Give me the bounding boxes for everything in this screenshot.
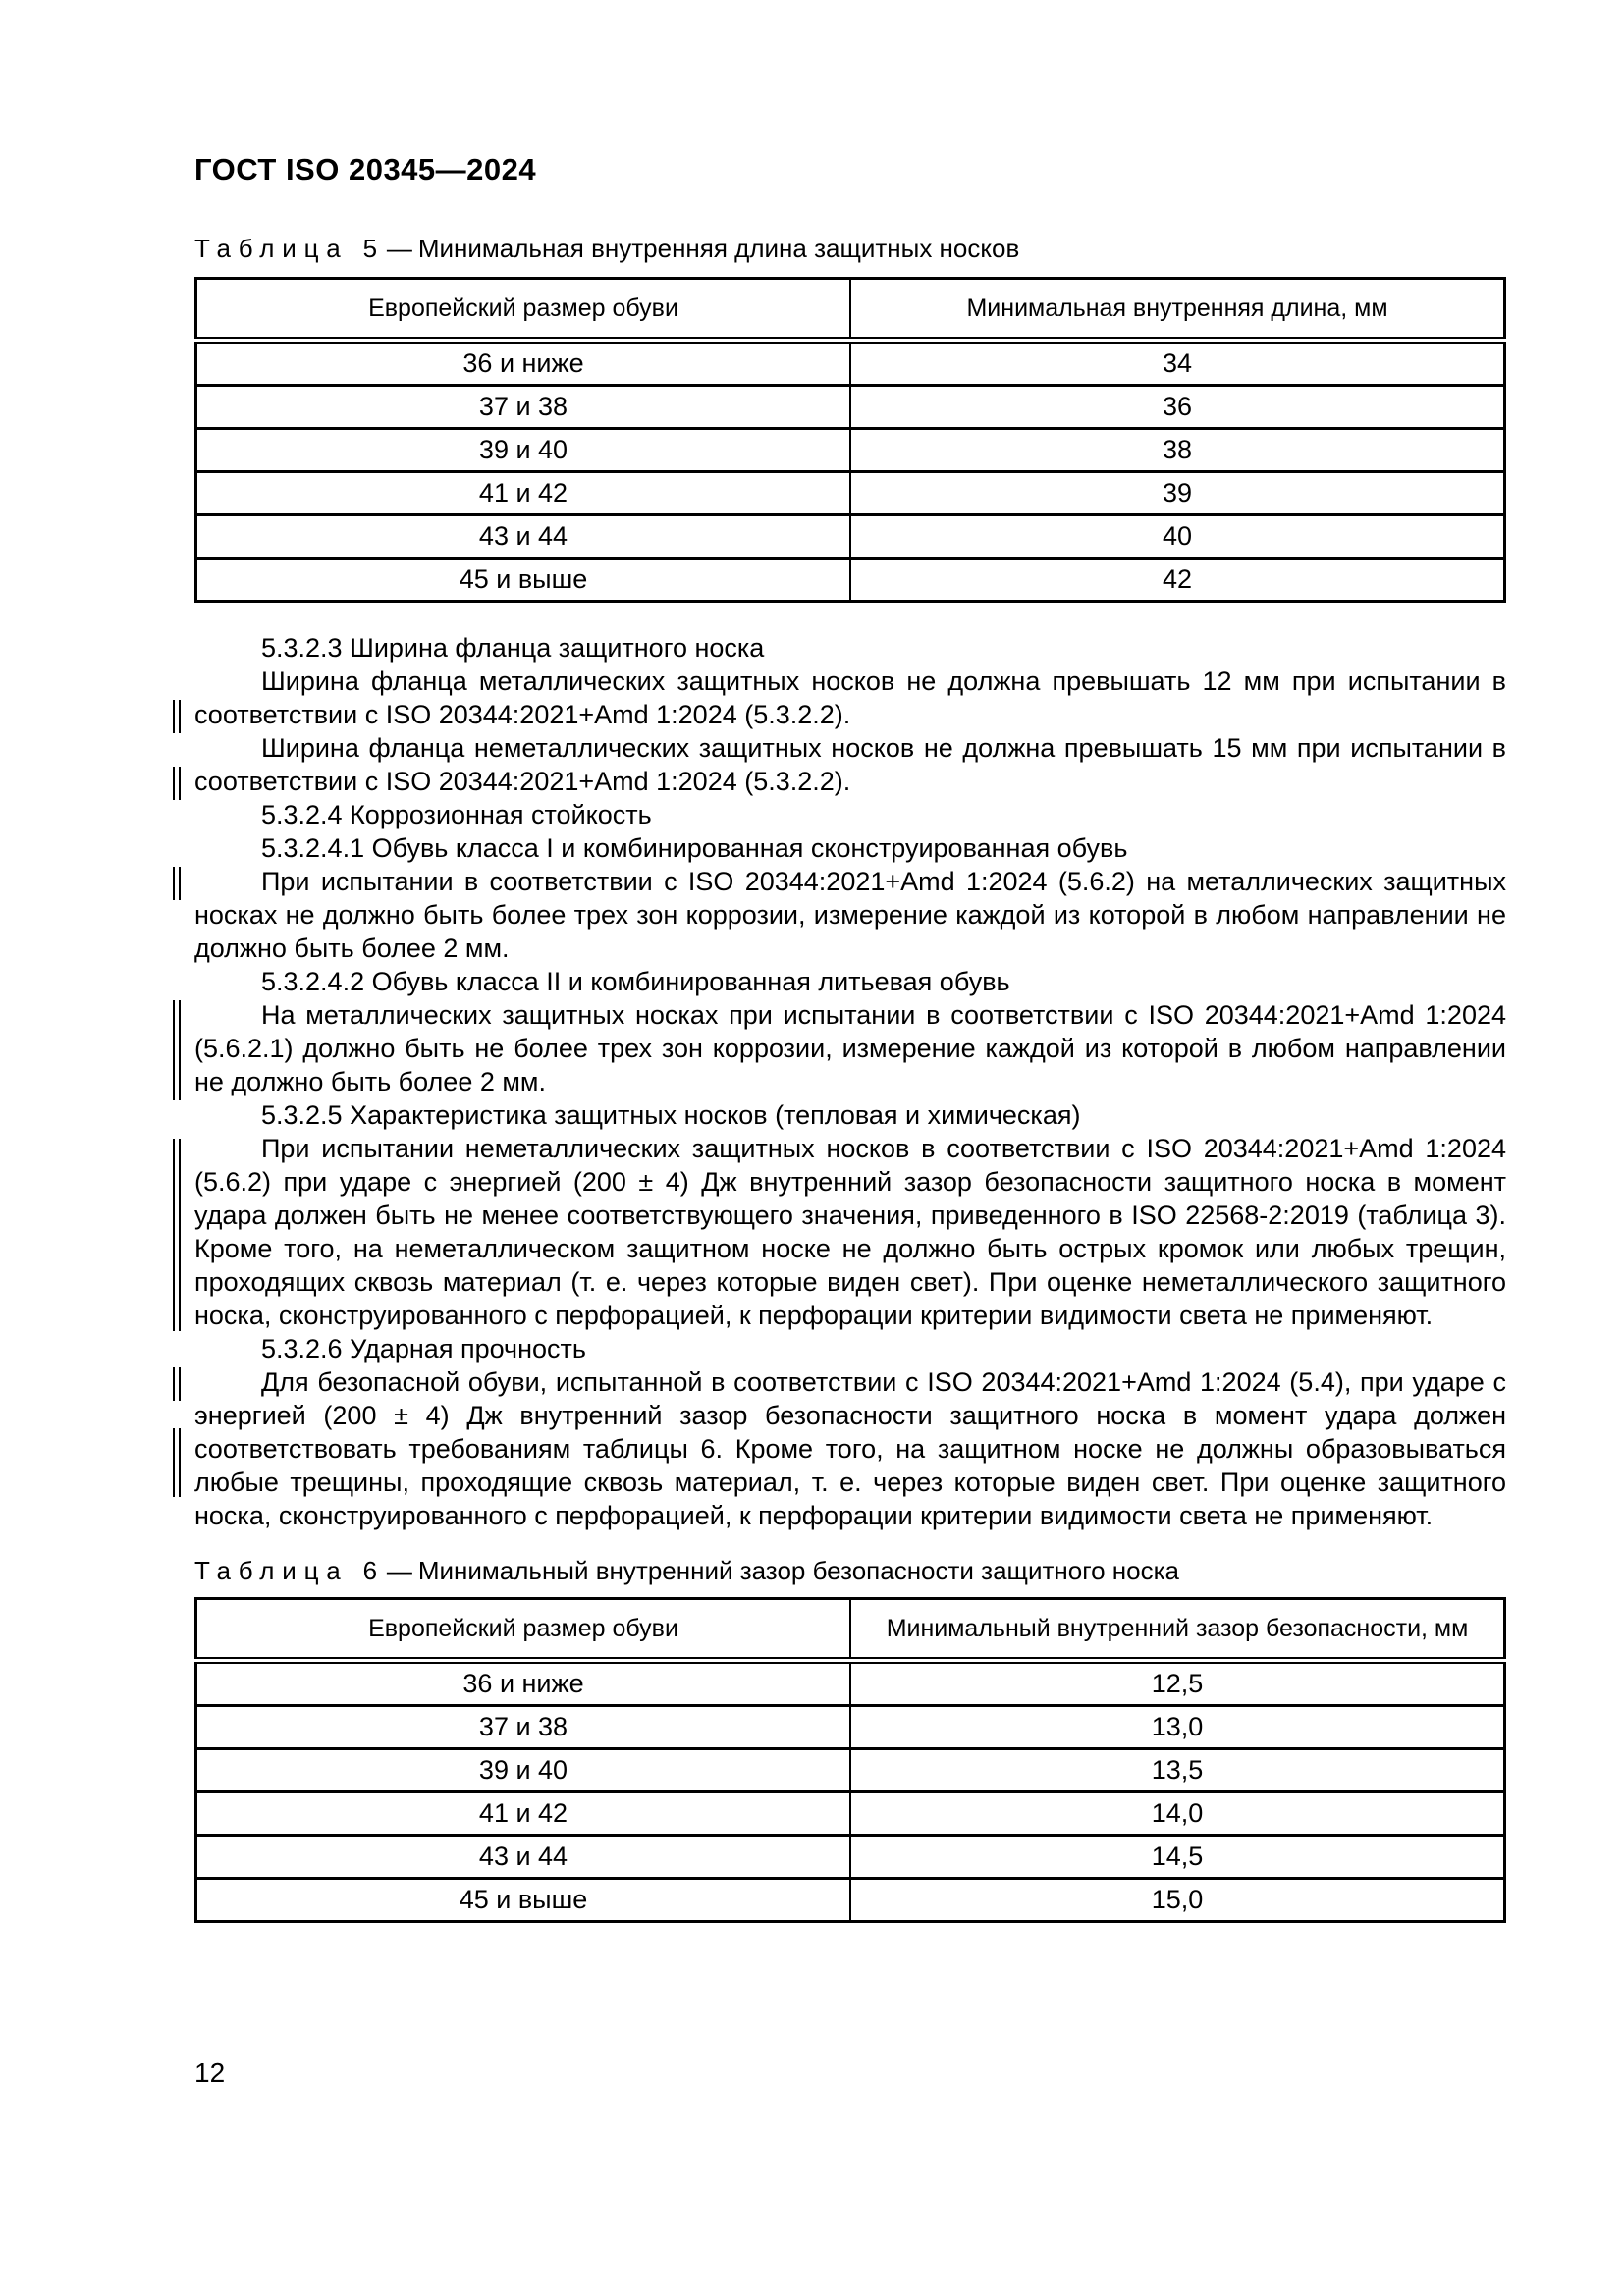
table-row xyxy=(196,515,1505,559)
table-row xyxy=(196,341,1505,386)
table-row xyxy=(196,472,1505,515)
body-text xyxy=(194,631,1506,1532)
paragraph: Для безопасной обуви, испытанной в соответствии с ISO 20344:2021+Amd 1:2024 (5.4), при ударе с энергией (200 ± 4) Дж внутренний зазор безопасности защитного носка в момент удара должен соответствовать требованиям таблицы 6. Кроме того, на защитном носке не должны образовываться любые трещины, проходящие сквозь материал, т. е. через которые виден свет. При оценке защитного носка, сконструированного с перфорацией, к перфорации критерии видимости света не применяют. xyxy=(194,1367,1506,1530)
table-cell: 34 xyxy=(1162,348,1193,378)
table-cell: 45 и выше xyxy=(196,1879,851,1922)
table-cell: 39 xyxy=(850,472,1505,515)
table-row xyxy=(196,386,1505,429)
table-cell: 12,5 xyxy=(1151,1669,1204,1698)
table-row xyxy=(196,1879,1505,1922)
table5 xyxy=(194,277,1506,603)
table-cell: 39 и 40 xyxy=(196,1749,851,1792)
table-row xyxy=(196,1706,1505,1749)
table5-caption-label: Таблица 5 xyxy=(194,234,385,263)
table-row xyxy=(196,1792,1505,1836)
paragraph: На металлических защитных носках при испытании в соответствии с ISO 20344:2021+Amd 1:2024 (5.6.2.1) должно быть не более трех зон коррозии, измерение каждой из которой в любом направлении не должно быть более 2 мм. xyxy=(194,1000,1506,1096)
table-cell: 41 и 42 xyxy=(196,1792,851,1836)
table-cell: 42 xyxy=(850,559,1505,602)
table-row xyxy=(196,1661,1505,1706)
section-heading: 5.3.2.5 Характеристика защитных носков (тепловая и химическая) xyxy=(261,1100,1081,1130)
table-cell: 43 и 44 xyxy=(196,515,851,559)
table-cell: 43 и 44 xyxy=(196,1836,851,1879)
table6-caption-label: Таблица 6 xyxy=(194,1556,385,1585)
table-cell: 40 xyxy=(850,515,1505,559)
table5-caption-title: Минимальная внутренняя длина защитных носков xyxy=(417,234,1020,263)
table-row xyxy=(196,1749,1505,1792)
table5-col-header-size: Европейский размер обуви xyxy=(196,279,851,341)
table6-caption-dash: — xyxy=(386,1556,412,1585)
table6-caption-title: Минимальный внутренний зазор безопасности защитного носка xyxy=(417,1556,1180,1585)
paragraph: При испытании в соответствии с ISO 20344:2021+Amd 1:2024 (5.6.2) на металлических защитных носках не должно быть более трех зон коррозии, измерение каждой из которой в любом направлении не должно быть более 2 мм. xyxy=(194,867,1506,963)
table6-caption xyxy=(194,1556,1506,1586)
revision-change-bar xyxy=(173,1367,181,1401)
paragraph: Ширина фланца металлических защитных носков не должна превышать 12 мм при испытании в соответствии с ISO 20344:2021+Amd 1:2024 (5.3.2.2). xyxy=(194,667,1506,729)
table5-caption xyxy=(194,234,1506,264)
table-cell: 45 и выше xyxy=(196,559,851,602)
table-cell: 36 и ниже xyxy=(196,341,851,386)
table-cell: 13,0 xyxy=(850,1706,1505,1749)
table6-col-header-clearance: Минимальный внутренний зазор безопасности, мм xyxy=(850,1599,1505,1661)
section-heading: 5.3.2.4 Коррозионная стойкость xyxy=(261,800,652,829)
table-row xyxy=(196,1836,1505,1879)
table-cell: 13,5 xyxy=(850,1749,1505,1792)
revision-change-bar xyxy=(173,1000,181,1100)
revision-change-bar xyxy=(173,767,181,800)
table5-header-row xyxy=(196,279,1505,341)
page-number: 12 xyxy=(194,2057,226,2088)
table6 xyxy=(194,1597,1506,1923)
table-cell: 37 и 38 xyxy=(196,1706,851,1749)
table5-caption-dash: — xyxy=(386,234,412,263)
table5-col-header-length: Минимальная внутренняя длина, мм xyxy=(850,279,1505,341)
revision-change-bar xyxy=(173,1139,181,1331)
table-row xyxy=(196,429,1505,472)
document-code-header: ГОСТ ISO 20345—2024 xyxy=(194,152,537,187)
section-heading: 5.3.2.4.2 Обувь класса II и комбинированная литьевая обувь xyxy=(261,967,1010,996)
section-heading: 5.3.2.3 Ширина фланца защитного носка xyxy=(261,633,765,663)
table-cell: 39 и 40 xyxy=(196,429,851,472)
table-cell: 15,0 xyxy=(850,1879,1505,1922)
table-cell: 38 xyxy=(850,429,1505,472)
revision-change-bar xyxy=(173,700,181,733)
table-cell: 14,5 xyxy=(850,1836,1505,1879)
table6-col-header-size: Европейский размер обуви xyxy=(196,1599,851,1661)
section-heading: 5.3.2.6 Ударная прочность xyxy=(261,1334,586,1363)
table-cell: 41 и 42 xyxy=(196,472,851,515)
table-cell: 36 xyxy=(850,386,1505,429)
table-cell: 14,0 xyxy=(850,1792,1505,1836)
section-heading: 5.3.2.4.1 Обувь класса I и комбинированная сконструированная обувь xyxy=(261,833,1128,863)
table-cell: 37 и 38 xyxy=(196,386,851,429)
revision-change-bar xyxy=(173,867,181,900)
table-row xyxy=(196,559,1505,602)
table6-header-row xyxy=(196,1599,1505,1661)
paragraph: При испытании неметаллических защитных носков в соответствии с ISO 20344:2021+Amd 1:2024 (5.6.2) при ударе с энергией (200 ± 4) Дж внутренний зазор безопасности защитного носка в момент удара должен быть не менее соответствующего значения, приведенного в ISO 22568-2:2019 (таблица 3). Кроме того, на неметаллическом защитном носке не должно быть острых кромок или любых трещин, проходящих сквозь материал (т. е. через которые виден свет). При оценке неметаллического защитного носка, сконструированного с перфорацией, к перфорации критерии видимости света не применяют. xyxy=(194,1134,1506,1330)
table-cell: 36 и ниже xyxy=(196,1661,851,1706)
revision-change-bar xyxy=(173,1428,181,1497)
paragraph: Ширина фланца неметаллических защитных носков не должна превышать 15 мм при испытании в соответствии с ISO 20344:2021+Amd 1:2024 (5.3.2.2). xyxy=(194,733,1506,796)
